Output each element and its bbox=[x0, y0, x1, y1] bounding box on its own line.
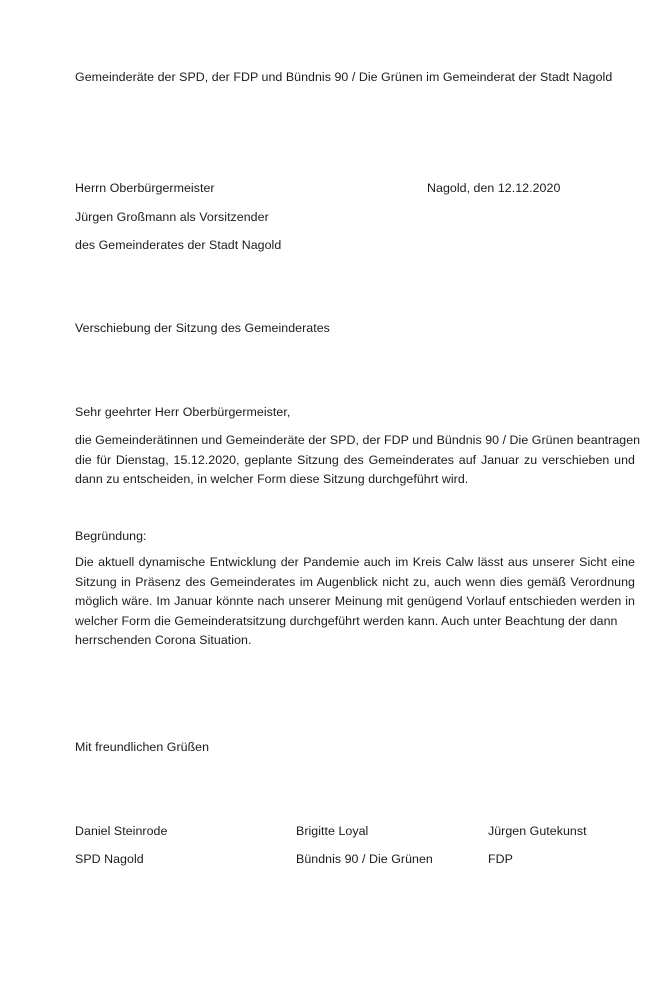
signatory-name: Brigitte Loyal bbox=[296, 824, 369, 838]
salutation: Sehr geehrter Herr Oberbürgermeister, bbox=[75, 405, 291, 419]
signatory-name: Daniel Steinrode bbox=[75, 824, 168, 838]
reason-line: welcher Form die Gemeinderatsitzung durchgeführt werden kann. Auch unter Beachtung der dann bbox=[75, 613, 618, 628]
reason-heading: Begründung: bbox=[75, 529, 147, 543]
signatory-party: SPD Nagold bbox=[75, 852, 144, 866]
reason-line: möglich wäre. Im Januar könnte nach unserer Meinung mit genügend Vorlauf entschieden werden in bbox=[75, 594, 635, 609]
request-line: die Gemeinderätinnen und Gemeinderäte der SPD, der FDP und Bündnis 90 / Die Grünen beantragen bbox=[75, 433, 641, 447]
reason-line: herrschenden Corona Situation. bbox=[75, 633, 252, 648]
signatory-name: Jürgen Gutekunst bbox=[488, 824, 587, 838]
request-line: die für Dienstag, 15.12.2020, geplante Sitzung des Gemeinderates auf Januar zu verschieben und bbox=[75, 452, 635, 467]
signatory-party: Bündnis 90 / Die Grünen bbox=[296, 852, 433, 866]
reason-paragraph bbox=[75, 553, 635, 651]
reason-line: Die aktuell dynamische Entwicklung der Pandemie auch im Kreis Calw lässt aus unserer Sicht eine bbox=[75, 555, 635, 569]
sender-header: Gemeinderäte der SPD, der FDP und Bündnis 90 / Die Grünen im Gemeinderat der Stadt Nagold bbox=[75, 70, 613, 84]
recipient-line-3: des Gemeinderates der Stadt Nagold bbox=[75, 238, 282, 252]
signatory-party: FDP bbox=[488, 852, 513, 866]
closing-greeting: Mit freundlichen Grüßen bbox=[75, 740, 210, 754]
place-date: Nagold, den 12.12.2020 bbox=[427, 181, 561, 195]
request-line: dann zu entscheiden, in welcher Form diese Sitzung durchgeführt wird. bbox=[75, 472, 469, 487]
reason-line: Sitzung in Präsenz des Gemeinderates im Augenblick nicht zu, auch wenn dies gemäß Verordnung bbox=[75, 574, 635, 589]
recipient-line-2: Jürgen Großmann als Vorsitzender bbox=[75, 210, 269, 224]
subject-line: Verschiebung der Sitzung des Gemeinderates bbox=[75, 321, 330, 335]
recipient-line-1: Herrn Oberbürgermeister bbox=[75, 181, 215, 195]
request-paragraph bbox=[75, 431, 641, 490]
